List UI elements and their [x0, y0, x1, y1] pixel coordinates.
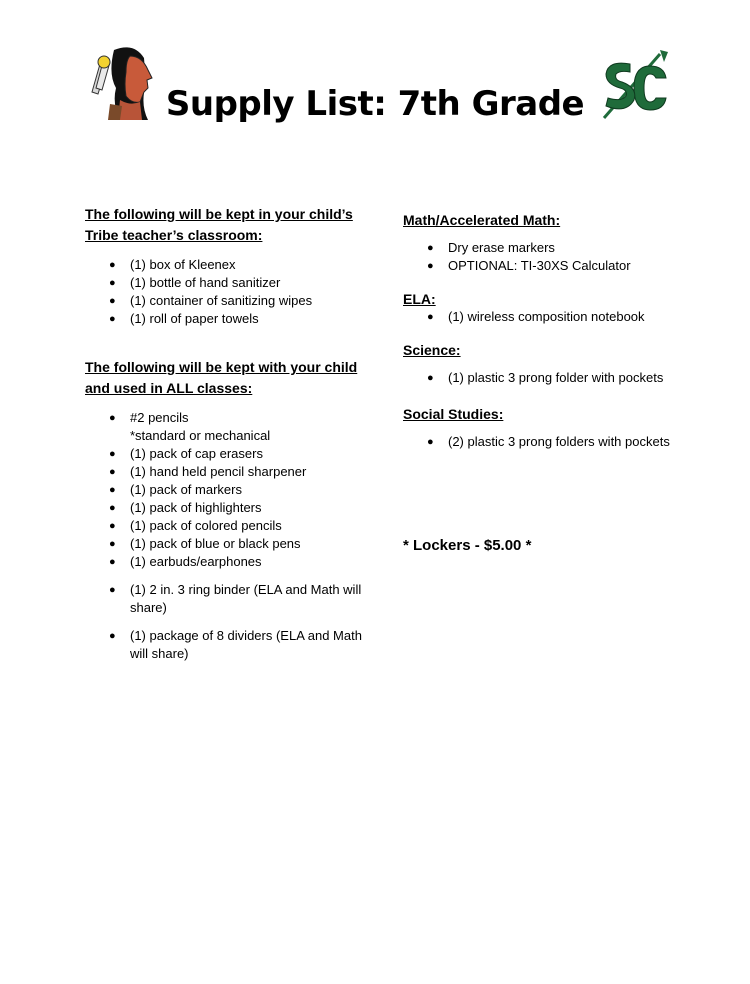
list-item: ● (1) pack of markers [109, 482, 242, 497]
classroom-supplies-heading: The following will be kept in your child’s Tribe teacher’s classroom: [85, 206, 353, 243]
all-classes-supplies-list [85, 409, 375, 663]
bullet-icon: ● [109, 295, 116, 307]
list-item: ● (1) roll of paper towels [109, 311, 259, 326]
bullet-icon: ● [427, 436, 434, 448]
bullet-icon: ● [109, 412, 116, 424]
page-title: Supply List: 7th Grade [165, 84, 585, 124]
list-item: ● (1) pack of cap erasers [109, 446, 263, 461]
bullet-icon: ● [109, 520, 116, 532]
list-item: ● (1) package of 8 dividers (ELA and Math will share) [109, 628, 362, 661]
list-item: ● (1) 2 in. 3 ring binder (ELA and Math will share) [109, 582, 362, 615]
bullet-icon: ● [109, 448, 116, 460]
list-item: ● (1) wireless composition notebook [427, 309, 645, 324]
bullet-icon: ● [109, 630, 116, 642]
bullet-icon: ● [427, 372, 434, 384]
list-item: ● (1) pack of highlighters [109, 500, 262, 515]
list-item: ● Dry erase markers [427, 240, 555, 255]
math-supplies-list [403, 239, 703, 275]
sc-spear-logo-icon [598, 48, 670, 120]
science-supplies-list [403, 369, 703, 387]
pencil-note: *standard or mechanical [130, 428, 271, 443]
bullet-icon: ● [109, 538, 116, 550]
classroom-supplies-list [85, 256, 375, 328]
lockers-fee: * Lockers - $5.00 * [403, 537, 532, 554]
bullet-icon: ● [109, 584, 116, 596]
all-classes-supplies-heading: The following will be kept with your child and used in ALL classes: [85, 359, 358, 396]
social-studies-supplies-list [403, 433, 703, 451]
bullet-icon: ● [427, 260, 434, 272]
list-item: ● OPTIONAL: TI-30XS Calculator [427, 258, 631, 273]
bullet-icon: ● [109, 484, 116, 496]
right-column [403, 210, 703, 554]
list-item: ● (1) container of sanitizing wipes [109, 293, 313, 308]
list-item: ● (1) hand held pencil sharpener [109, 464, 307, 479]
list-item: ● (2) plastic 3 prong folders with pockets [427, 434, 670, 449]
social-studies-heading: Social Studies: [403, 406, 504, 422]
left-column [85, 204, 375, 663]
list-item: ● (1) pack of blue or black pens [109, 536, 301, 551]
list-item: ● (1) pack of colored pencils [109, 518, 282, 533]
bullet-icon: ● [109, 313, 116, 325]
bullet-icon: ● [109, 556, 116, 568]
math-heading: Math/Accelerated Math: [403, 212, 561, 228]
ela-heading: ELA: [403, 291, 436, 307]
science-heading: Science: [403, 342, 461, 358]
list-item: ● (1) bottle of hand sanitizer [109, 275, 281, 290]
bullet-icon: ● [109, 502, 116, 514]
list-item: ● (1) box of Kleenex [109, 257, 236, 272]
list-item: ● (1) earbuds/earphones [109, 554, 262, 569]
list-item: ● #2 pencils *standard or mechanical [85, 409, 375, 445]
ela-supplies-list [403, 308, 703, 326]
list-item: ● (1) plastic 3 prong folder with pockets [427, 370, 664, 385]
bullet-icon: ● [109, 466, 116, 478]
bullet-icon: ● [109, 277, 116, 289]
bullet-icon: ● [109, 259, 116, 271]
bullet-icon: ● [427, 242, 434, 254]
bullet-icon: ● [427, 311, 434, 323]
